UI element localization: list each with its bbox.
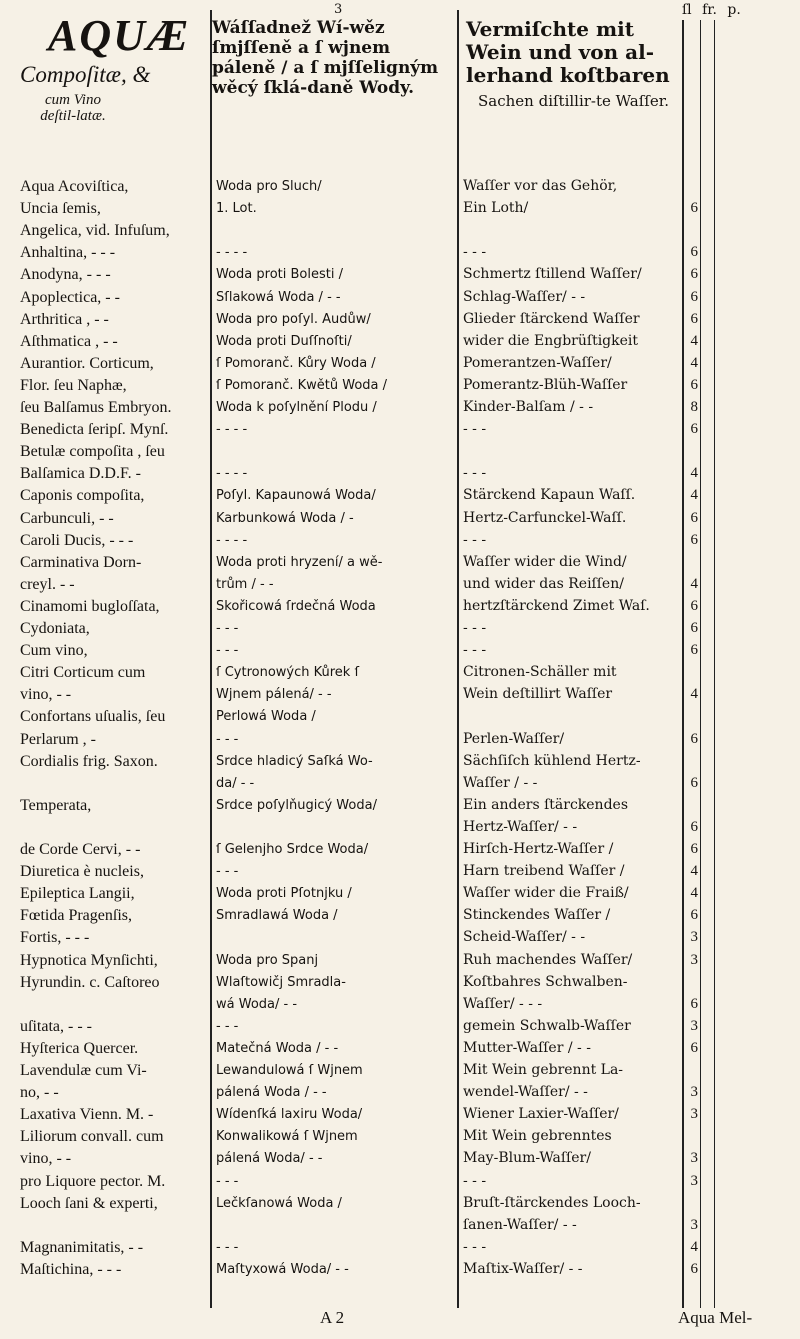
latin-entry: Flor. ſeu Naphæ, — [20, 377, 127, 394]
latin-entry: Benedicta ſeripſ. Mynſ. — [20, 421, 169, 438]
latin-entry: Hypnotica Mynſichti, — [20, 952, 158, 969]
latin-entry: ſeu Balſamus Embryon. — [20, 399, 172, 416]
latin-entry: Laxativa Vienn. M. - — [20, 1106, 154, 1123]
german-entry: Scheid-Waſſer/ - - — [463, 929, 586, 945]
dose-value: 3 — [690, 952, 698, 968]
german-entry: Hirſch-Hertz-Waſſer / — [463, 841, 614, 857]
german-entry: Schmertz ſtillend Waſſer/ — [463, 266, 642, 282]
czech-entry: Poſyl. Kapaunowá Woda/ — [216, 488, 376, 503]
latin-entry: Uncia ſemis, — [20, 200, 101, 217]
dose-value: 4 — [690, 686, 698, 702]
latin-entry: Magnanimitatis, - - — [20, 1239, 144, 1256]
latin-entry: Anhaltina, - - - — [20, 244, 116, 261]
czech-entry: Matečná Woda / - - — [216, 1041, 339, 1056]
czech-entry: - - - — [216, 621, 239, 636]
col-head-fr: fr. — [702, 2, 717, 18]
german-entry: Waſſer/ - - - — [463, 996, 543, 1012]
dose-value: 6 — [690, 731, 698, 747]
latin-entry: Fortis, - - - — [20, 929, 90, 946]
latin-subtitle-2: cum Vino deſtil-latæ. — [40, 92, 106, 124]
czech-entry: Smradlawá Woda / — [216, 908, 338, 923]
czech-entry: Woda proti Duſſnoſti/ — [216, 334, 352, 349]
german-entry: wider die Engbrüſtigkeit — [463, 333, 639, 349]
dose-value: 6 — [690, 244, 698, 260]
latin-subtitle: Compoſitæ, & — [20, 62, 151, 87]
czech-entry: ſ Pomoranč. Kwětů Woda / — [216, 378, 388, 393]
dose-value: 3 — [690, 1173, 698, 1189]
latin-entry: Anodyna, - - - — [20, 266, 111, 283]
dose-value: 6 — [690, 1261, 698, 1277]
column-rule-2 — [457, 10, 459, 1308]
czech-entry: pálená Woda / - - — [216, 1085, 327, 1100]
dose-value: 6 — [690, 620, 698, 636]
dose-value: 3 — [690, 1217, 698, 1233]
dose-value: 4 — [690, 487, 698, 503]
german-entry: Maſtix-Waſſer/ - - — [463, 1261, 583, 1277]
dose-value: 6 — [690, 421, 698, 437]
dose-value: 6 — [690, 819, 698, 835]
dose-value: 6 — [690, 775, 698, 791]
dose-value: 4 — [690, 885, 698, 901]
german-entry: Waſſer wider die Wind/ — [463, 554, 627, 570]
dose-value: 6 — [690, 289, 698, 305]
czech-entry: 1. Lot. — [216, 201, 257, 216]
german-entry: Stinckendes Waſſer / — [463, 907, 611, 923]
latin-entry: Fœtida Pragenſis, — [20, 907, 132, 924]
czech-entry: - - - — [216, 1174, 239, 1189]
german-entry: Glieder ſtärckend Waſſer — [463, 311, 640, 327]
col-head-sl: ſl — [682, 2, 692, 18]
latin-entry: vino, - - — [20, 1150, 72, 1167]
latin-entry: no, - - — [20, 1084, 59, 1101]
czech-entry: - - - — [216, 1240, 239, 1255]
german-entry: Perlen-Waſſer/ — [463, 731, 565, 747]
latin-entry: Balſamica D.D.F. - — [20, 465, 141, 482]
catchword: Aqua Mel- — [678, 1308, 753, 1327]
latin-entry: Confortans uſualis, ſeu — [20, 708, 166, 725]
german-entry: Stärckend Kapaun Waſſ. — [463, 487, 636, 503]
czech-entry: ſ Cytronowých Kůrek ſ — [216, 665, 360, 680]
latin-entry: vino, - - — [20, 686, 72, 703]
dose-value: 6 — [690, 311, 698, 327]
latin-entry: Cordialis frig. Saxon. — [20, 753, 158, 770]
czech-entry: - - - - — [216, 422, 248, 437]
column-rule-1 — [210, 10, 212, 1308]
latin-entry: Aſthmatica , - - — [20, 333, 118, 350]
czech-entry: Srdce poſylňugicý Woda/ — [216, 798, 377, 813]
czech-entry: Woda proti Bolesti / — [216, 267, 343, 282]
czech-entry: Perlowá Woda / — [216, 709, 316, 724]
czech-entry: - - - - — [216, 466, 248, 481]
latin-entry: uſitata, - - - — [20, 1018, 92, 1035]
german-entry: - - - — [463, 1173, 487, 1189]
dose-value: 8 — [690, 399, 698, 415]
latin-entry: Caponis compoſita, — [20, 487, 145, 504]
german-entry: Pomerantz-Blüh-Waſſer — [463, 377, 628, 393]
czech-entry: da/ - - — [216, 776, 255, 791]
german-entry: - - - — [463, 244, 487, 260]
german-entry: Citronen-Schäller mit — [463, 664, 617, 680]
dose-value: 6 — [690, 1040, 698, 1056]
dose-value: 3 — [690, 1150, 698, 1166]
german-entry: - - - — [463, 642, 487, 658]
col-head-p: p. — [727, 2, 741, 18]
german-entry: - - - — [463, 1239, 487, 1255]
czech-entry: Lewandulowá ſ Wjnem — [216, 1063, 363, 1078]
czech-entry: ſ Pomoranč. Kůry Woda / — [216, 356, 376, 371]
dose-value: 3 — [690, 1084, 698, 1100]
latin-entry: Cum vino, — [20, 642, 88, 659]
czech-entry: Woda k poſylnění Plodu / — [216, 400, 377, 415]
column-headers — [682, 2, 747, 18]
czech-entry: Srdce hladicý Saſká Wo- — [216, 754, 373, 769]
german-entry: Waſſer / - - — [463, 775, 538, 791]
dose-value: 4 — [690, 863, 698, 879]
latin-entry: Maſtichina, - - - — [20, 1261, 122, 1278]
dose-value: 6 — [690, 510, 698, 526]
czech-entry: Woda proti hryzení/ a wě- — [216, 555, 383, 570]
czech-entry: - - - — [216, 1019, 239, 1034]
column-rule-5 — [714, 20, 715, 1308]
latin-entry: Aqua Acoviſtica, — [20, 178, 129, 195]
dose-value: 6 — [690, 841, 698, 857]
german-entry: May-Blum-Waſſer/ — [463, 1150, 591, 1166]
german-subtitle: Sachen diſtillir-te Waſſer. — [478, 92, 669, 110]
german-entry: Harn treibend Waſſer / — [463, 863, 625, 879]
latin-entry: Betulæ compoſita , ſeu — [20, 443, 165, 460]
german-entry: gemein Schwalb-Waſſer — [463, 1018, 631, 1034]
czech-entry: pálená Woda/ - - — [216, 1151, 323, 1166]
german-entry: wendel-Waſſer/ - - — [463, 1084, 588, 1100]
dose-value: 4 — [690, 333, 698, 349]
latin-entry: Temperata, — [20, 797, 92, 814]
german-entry: - - - — [463, 465, 487, 481]
signature-mark: A 2 — [320, 1308, 345, 1327]
latin-entry: Perlarum , - — [20, 731, 96, 748]
dose-value: 3 — [690, 1106, 698, 1122]
german-entry: Hertz-Carfunckel-Waſſ. — [463, 510, 627, 526]
czech-entry: Woda pro poſyl. Audůw/ — [216, 312, 371, 327]
latin-entry: Lavendulæ cum Vi- — [20, 1062, 147, 1079]
czech-entry: - - - - — [216, 533, 248, 548]
czech-entry: trům / - - — [216, 577, 274, 592]
german-entry: Mit Wein gebrennt La- — [463, 1062, 624, 1078]
german-entry: Wein deſtillirt Waſſer — [463, 686, 613, 702]
czech-entry: Konwalikowá ſ Wjnem — [216, 1129, 358, 1144]
latin-entry: Liliorum convall. cum — [20, 1128, 164, 1145]
latin-entry: Citri Corticum cum — [20, 664, 146, 681]
latin-entry: Carminativa Dorn- — [20, 554, 142, 571]
dose-value: 3 — [690, 1018, 698, 1034]
latin-entry: Hyrundin. c. Caſtoreo — [20, 974, 160, 991]
dose-value: 6 — [690, 996, 698, 1012]
czech-entry: ſ Gelenjho Srdce Woda/ — [216, 842, 369, 857]
czech-entry: Wjnem pálená/ - - — [216, 687, 332, 702]
czech-entry: - - - — [216, 864, 239, 879]
latin-entry: Aurantior. Corticum, — [20, 355, 154, 372]
latin-entry: Hyſterica Quercer. — [20, 1040, 139, 1057]
german-entry: Mutter-Waſſer / - - — [463, 1040, 591, 1056]
czech-entry: - - - — [216, 732, 239, 747]
german-entry: und wider das Reiſſen/ — [463, 576, 624, 592]
latin-entry: Cinamomi bugloſſata, — [20, 598, 160, 615]
dose-value: 4 — [690, 576, 698, 592]
czech-entry: - - - — [216, 643, 239, 658]
german-entry: hertzſtärckend Zimet Waſ. — [463, 598, 650, 614]
latin-entry: Arthritica , - - — [20, 311, 109, 328]
german-entry: Pomerantzen-Waſſer/ — [463, 355, 612, 371]
dose-value: 4 — [690, 1239, 698, 1255]
page-number: 3 — [334, 2, 343, 17]
latin-entry: pro Liquore pector. M. — [20, 1173, 166, 1190]
czech-entry: Woda pro Spanj — [216, 953, 319, 968]
german-entry: Mit Wein gebrenntes — [463, 1128, 612, 1144]
german-title: Vermiſchte mit Wein und von al-lerhand koſtbaren — [466, 17, 670, 87]
latin-entry: Carbunculi, - - — [20, 510, 114, 527]
latin-entry: Cydoniata, — [20, 620, 90, 637]
dose-value: 3 — [690, 929, 698, 945]
german-entry: Ruh machendes Waſſer/ — [463, 952, 633, 968]
latin-entry: Apoplectica, - - — [20, 289, 120, 306]
german-entry: - - - — [463, 421, 487, 437]
german-entry: Hertz-Waſſer/ - - — [463, 819, 578, 835]
latin-entry: Looch ſani & experti, — [20, 1195, 158, 1212]
czech-title: Wáſſadnež Wí-wěz ſmjſſeně a ſ wjnem páleně / a ſ mjſſeligným wěcý ſklá-daně Wody. — [212, 18, 439, 98]
german-entry: Kinder-Balſam / - - — [463, 399, 594, 415]
dose-value: 4 — [690, 355, 698, 371]
dose-value: 6 — [690, 266, 698, 282]
german-entry: Bruſt-ſtärckendes Looch- — [463, 1195, 641, 1211]
dose-value: 6 — [690, 642, 698, 658]
dose-value: 6 — [690, 377, 698, 393]
german-entry: - - - — [463, 532, 487, 548]
dose-value: 6 — [690, 200, 698, 216]
latin-entry: Diuretica è nucleis, — [20, 863, 144, 880]
latin-entry: creyl. - - — [20, 576, 75, 593]
czech-entry: Wlaſtowičj Smradla- — [216, 975, 346, 990]
dose-value: 6 — [690, 907, 698, 923]
czech-entry: wá Woda/ - - — [216, 997, 298, 1012]
latin-title: AQUÆ — [48, 11, 191, 60]
german-entry: Waſſer wider die Fraiß/ — [463, 885, 629, 901]
german-entry: Sächſiſch kühlend Hertz- — [463, 753, 641, 769]
czech-entry: Woda pro Sluch/ — [216, 179, 322, 194]
latin-entry: Angelica, vid. Infuſum, — [20, 222, 170, 239]
czech-entry: Karbunkowá Woda / - — [216, 511, 354, 526]
german-entry: Ein Loth/ — [463, 200, 529, 216]
dose-value: 6 — [690, 532, 698, 548]
czech-entry: Wídenſká laxiru Woda/ — [216, 1107, 363, 1122]
czech-entry: - - - - — [216, 245, 248, 260]
czech-entry: Skořicowá ſrdečná Woda — [216, 599, 376, 614]
dose-value: 6 — [690, 598, 698, 614]
german-entry: Ein anders ſtärckendes — [463, 797, 629, 813]
dose-value: 4 — [690, 465, 698, 481]
german-entry: Waſſer vor das Gehör, — [463, 178, 618, 194]
latin-entry: de Corde Cervi, - - — [20, 841, 141, 858]
czech-entry: Sſlakowá Woda / - - — [216, 290, 341, 305]
latin-entry: Caroli Ducis, - - - — [20, 532, 134, 549]
latin-entry: Epileptica Langii, — [20, 885, 135, 902]
czech-entry: Woda proti Pſotnjku / — [216, 886, 352, 901]
german-entry: Koſtbahres Schwalben- — [463, 974, 628, 990]
german-entry: ſanen-Waſſer/ - - — [463, 1217, 577, 1233]
german-entry: - - - — [463, 620, 487, 636]
column-rule-4 — [700, 20, 701, 1308]
czech-entry: Lečkſanowá Woda / — [216, 1196, 342, 1211]
czech-entry: Maſtyxowá Woda/ - - — [216, 1262, 349, 1277]
german-entry: Schlag-Waſſer/ - - — [463, 289, 586, 305]
german-entry: Wiener Laxier-Waſſer/ — [463, 1106, 619, 1122]
